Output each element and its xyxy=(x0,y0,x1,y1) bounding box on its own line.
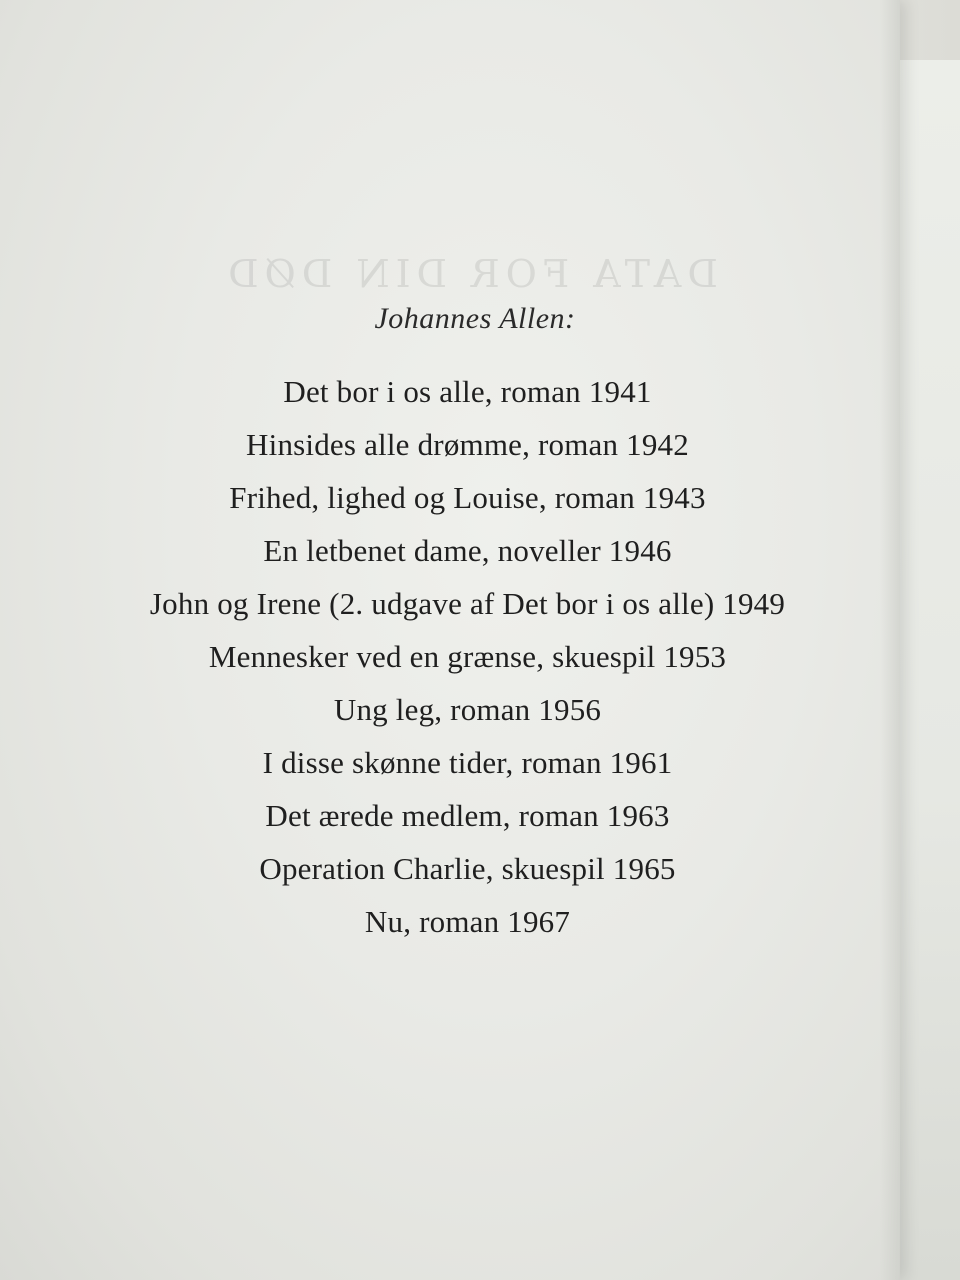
bibliography-item: Nu, roman 1967 xyxy=(364,904,571,939)
bibliography-list xyxy=(0,372,935,955)
bibliography-item: I disse skønne tider, roman 1961 xyxy=(262,745,673,780)
bibliography-item: John og Irene (2. udgave af Det bor i os alle) 1949 xyxy=(149,586,786,621)
author-heading: Johannes Allen: xyxy=(374,302,576,335)
bibliography-item: Ung leg, roman 1956 xyxy=(333,692,602,727)
bibliography-item: Frihed, lighed og Louise, roman 1943 xyxy=(229,480,706,515)
bibliography-item: Det ærede medlem, roman 1963 xyxy=(265,798,670,833)
bibliography-item: Mennesker ved en grænse, skuespil 1953 xyxy=(208,639,727,674)
bibliography-item: Hinsides alle drømme, roman 1942 xyxy=(246,427,689,462)
show-through-title: DATA FOR DIN DØD xyxy=(222,252,718,296)
bibliography-item: Det bor i os alle, roman 1941 xyxy=(283,374,652,409)
bibliography-item: En letbenet dame, noveller 1946 xyxy=(263,533,672,568)
bibliography-item: Operation Charlie, skuespil 1965 xyxy=(259,851,676,886)
